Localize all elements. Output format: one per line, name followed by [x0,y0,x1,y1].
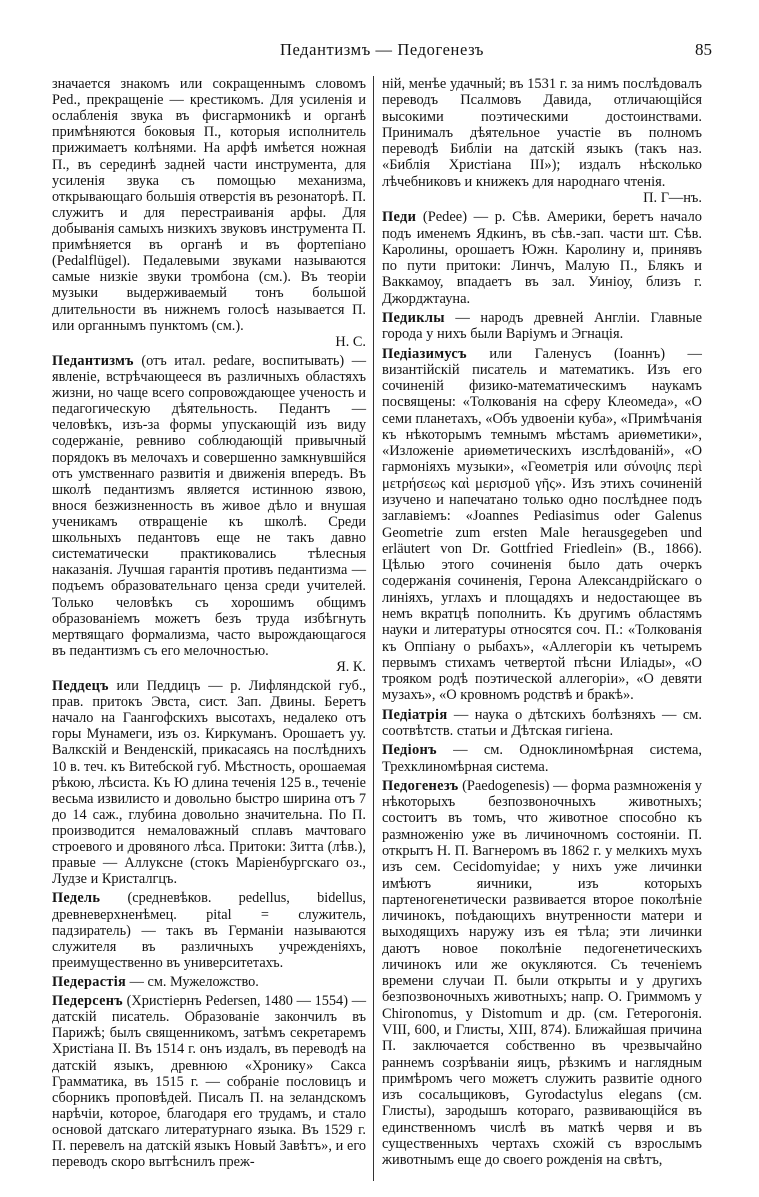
entry-headword: Педіонъ [382,742,437,759]
entry-pedel: Педель (средневѣков. pedellus, bidellus, древневерхненѣмец. pital = служитель, падзиратель) — такъ въ Германіи называются служителя въ различныхъ учрежденіяхъ, преимущественно въ университетахъ. [52,890,366,971]
entry-headword: Педерсенъ [52,993,123,1010]
left-column [52,76,366,1170]
entry-headword: Педантизмъ [52,352,134,369]
entry-headword: Педогенезъ [382,777,459,794]
entry-pedogenez: Педогенезъ (Paedogenesis) — форма размноженія у нѣкоторыхъ безпозвоночныхъ животныхъ; состоитъ въ томъ, что животное способно къ размноженію уже въ личиночномъ состояніи. П. открытъ Н. П. Вагнеромъ въ 1862 г. у мелкихъ мухъ изъ сем. Cecidomyidae; у нихъ уже личинки имѣютъ яичники, изъ которыхъ партеногенетически развивается второе поколѣніе личинокъ, поѣдающихъ внутренности матери и выходящихъ наружу изъ ея тѣла; эти личинки даютъ новое поколѣніе педогенетическихъ личинокъ или же окукляются. Съ теченіемъ времени случаи П. были открыты и у другихъ безпозвоночныхъ животныхъ; напр. О. Гриммомъ у Chironomus, у Distomum и др. (см. Гетерогонія. VIII, 600, и Глисты, XIII, 874). Ближайшая причина П. заключается собственно въ чрезвычайно раннемъ созрѣваніи яицъ, рѣзкимъ и наглядным примѣромъ чего можетъ служить развитіе одного изъ сосальщиковъ, Gyrodactylus elegans (см. Глисты), зародышъ котораго, развивающійся въ единственномъ числѣ въ маткѣ червя и въ существенныхъ чертахъ схожій съ взрослымъ животнымъ еще до своего рожденія на свѣтъ, [382,777,702,1169]
entry-peddets: Педдецъ или Педдицъ — р. Лифляндской губ., прав. притокъ Эвста, сист. Зап. Двины. Беретъ начало на Гаангофскихъ высотахъ, недалеко отъ горы Мунамеги, изъ оз. Киркуманъ. Орошаетъ уу. Валкскій и Венденскій, прикасаясь на послѣднихъ 10 в. теч. къ Витебской губ. Мѣстность, орошаемая рѣкою, лѣсиста. Къ Ю длина теченія 125 в., теченіе весьма извилисто и довольно быстро ширина отъ 7 до 14 саж., глубина довольно значительна. По П. производится немаловажный сплавъ мачтоваго строевого и дровяного лѣса. Притоки: Зитта (лѣв.), правые — Аллукснe (стокъ Маріенбургскаго оз., Лудзе и Кристалгцъ. [52,678,366,888]
entry-pedion: Педіонъ — см. Одноклиномѣрная система, Трехклиномѣрная система. [382,742,702,775]
entry-headword: Педи [382,209,417,226]
entry-headword: Педерастія [52,974,127,991]
running-title: Педантизмъ — Педогенезъ [279,40,485,59]
page-header [52,40,712,62]
entry-headword: Педіазимусъ [382,345,467,362]
entry-headword: Педиклы [382,309,445,326]
entry-pederastiya: Педерастія — см. Мужеложство. [52,974,259,991]
author-signature: П. Г—нъ. [643,189,702,206]
entry-pedikly: Педиклы — народъ древней Англіи. Главные города у нихъ были Варіумъ и Эгнація. [382,309,702,343]
entry-pedi: Педи (Pedee) — р. Сѣв. Америки, беретъ начало подъ именемъ Ядкинъ, въ сѣв.-зап. части шт. Сѣв. Каролины, орошаетъ Южн. Каролину и, принявъ по пути притоки: Линчъ, Малую П., Блякъ и Ваккамоу, впадаетъ въ зал. Уиніоу, близъ г. Джорджтауна. [382,209,702,307]
page-number: 85 [695,40,712,59]
entry-pediatriya: Педіатрія — наука о дѣтскихъ болѣзняхъ — см. соотвѣтств. статьи и Дѣтская гигіена. [382,706,702,739]
entry-pedantizm: Педантизмъ (отъ итал. pedare, воспитывать) — явленіе, встрѣчающееся въ различныхъ областяхъ жизни, но чаще всего сопровождающее ученость и педагогическую дѣятельность. Педантъ — человѣкъ, изъ-за формы упускающій изъ виду содержаніе, ревниво соблюдающій привычный порядокъ въ мелочахъ и совершенно замкнувшійся отъ умственнаго развитія и движенія впередъ. Въ школѣ педантизмъ является истинною язвою, внося безжизненность въ живое дѣло и внушая ученикамъ отвращеніе къ школѣ. Среди школьныхъ педантовъ еще не такъ давно систематически практиковались тѣлесныя наказанія. Лучшая гарантія противъ педантизма — подъемъ образовательнаго ценза среди учителей. Только человѣкъ съ хорошимъ общимъ образованіемъ можетъ безъ труда избѣгнуть мертвящаго формализма, часто вырождающагося въ педантизмъ съ его мелочностью. Я. К. [52,352,366,675]
entry-pedersen: Педерсенъ (Христіернъ Pedersen, 1480 — 1554) — датскій писатель. Образованіе закончилъ въ Парижѣ; былъ священникомъ, затѣмъ секретаремъ Христіана II. Въ 1514 г. онъ издалъ, въ переводѣ на датскій языкъ, древнюю «Хронику» Сакса Грамматика, въ 1515 г. — собраніе пословицъ и сборникъ проповѣдей. Писалъ П. на зеландскомъ нарѣчіи, которое, благодаря его трудамъ, и стало основой датскаго литературнаго языка. Въ 1529 г. П. перевелъ на датскій языкъ Новый Завѣтъ», и его переводъ скоро вытѣснилъ преж- [52,993,366,1171]
entry-headword: Педдецъ [52,678,109,695]
entry-pediazimus: Педіазимусъ или Галенусъ (Іоаннъ) — византійскій писатель и математикъ. Изъ его сочиненій физико-математическимъ наукамъ посвящены: «Толкованія на сферу Клеомеда», «О семи планетахъ, «Объ удвоеніи куба», «Примѣчанія къ нѣкоторымъ темнымъ мѣстамъ ариѳметики», «Изложеніе ариѳметическихъ изслѣдованій», «О гармоніяхъ музыки», «Геометрія или σύνοψις περὶ μετρήσεως καὶ μερισμοῦ γῆς». Изъ этихъ сочиненій изучено и напечатано только одно послѣднее подъ заглавіемъ: «Joannes Pediasimus oder Galenus Geometrie zum ersten Male herausgegeben und erläutert von Dr. Gottfried Friedlein» (B., 1866). Цѣлью этого сочиненія было дать очеркъ содержанія сочиненія, Герона Александрійскаго о линіяхъ, углахъ и площадяхъ и недостающее въ немъ вкратцѣ пополнить. Къ другимъ областямъ науки и литературы относятся соч. П.: «Толкованія къ Оппіану о рыбахъ», «Аллегоріи къ четыремъ первымъ стихамъ четвертой пѣсни Иліады», «О трояком родѣ поэтической аллегоріи», «О девяти музахъ», «О кровномъ родствѣ и бракѣ». [382,345,702,704]
right-column [382,76,702,1169]
entry-continuation: значается знакомъ или сокращеннымъ словомъ Ped., прекращеніе — крестикомъ. Для усиленія и ослабленія звука въ фисгармоникѣ и органѣ примѣняются боковыя П., которыя исполнитель прижимаетъ колѣнями. На арфѣ имѣется ножная П., въ серединѣ задней части инструмента, для усиленія звука съ помощью механизма, открывающаго большія отверстія въ резонаторѣ. П. служитъ и для перестраиванія арфы. Для добыванія самыхъ низкихъ звуковъ инструмента П. примѣняется въ органѣ и въ фортепіано (Pedalflügel). Педалевыми звуками называются самые низкіе звуки тромбона (см.). Въ теоріи музыки выдерживаемый тонъ большой длительности въ нижнемъ голосѣ называется П. или органнымъ пунктомъ (см.). Н. С. [52,76,366,350]
entry-continuation: ній, менѣе удачный; въ 1531 г. за нимъ послѣдовалъ переводъ Псалмовъ Давида, отличающійся высокими поэтическими достоинствами. Принималъ дѣятельное участіе въ полномъ переводѣ Библіи на датскій языкъ (такъ наз. «Библія Христіана III»); издалъ нѣсколько лѣчебниковъ и книжекъ для народнаго чтенія. П. Г—нъ. [382,76,702,206]
entry-headword: Педіатрія [382,706,448,723]
column-divider [373,76,374,1181]
author-signature: Я. К. [336,658,366,675]
author-signature: Н. С. [335,333,366,350]
entry-headword: Педель [52,890,101,907]
